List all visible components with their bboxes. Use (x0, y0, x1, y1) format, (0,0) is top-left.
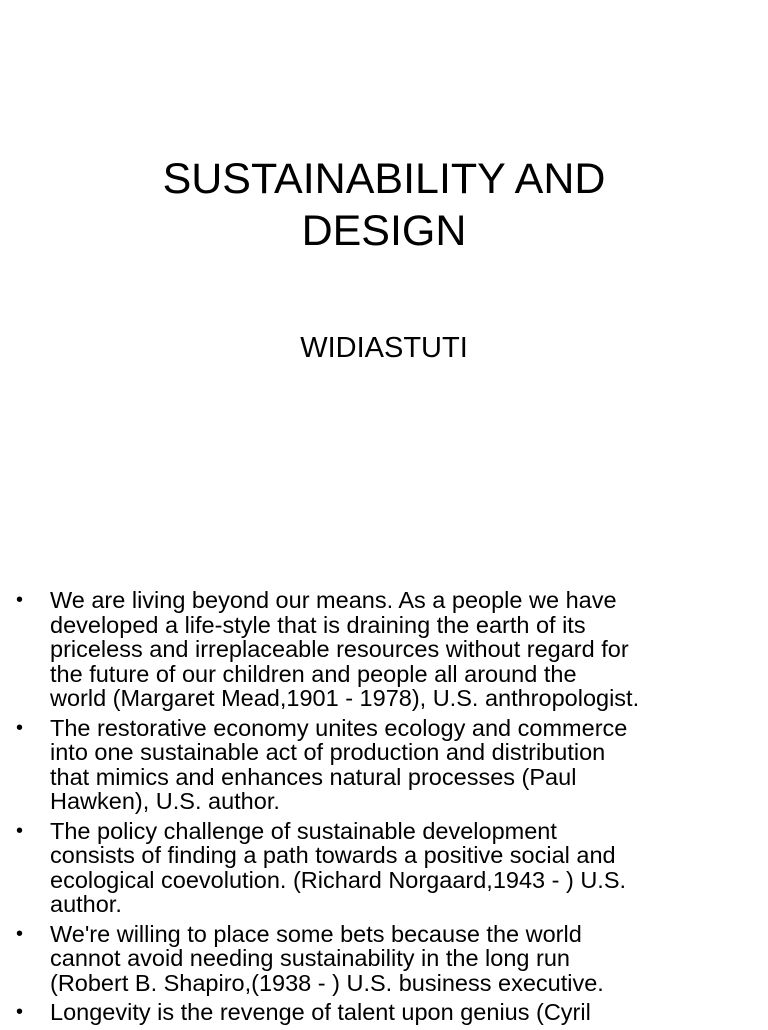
bullet-icon: • (16, 922, 24, 945)
quote-bullet-item (0, 922, 768, 996)
bullet-text-line: priceless and irreplaceable resources without regard for (50, 636, 629, 662)
bullet-text-line: Longevity is the revenge of talent upon genius (Cyril (50, 999, 591, 1025)
bullet-text-line: ecological coevolution. (Richard Norgaard,1943 - ) U.S. (50, 866, 627, 893)
bullet-text-line: (Robert B. Shapiro,(1938 - ) U.S. business executive. (50, 969, 604, 996)
quote-bullet-item (0, 819, 768, 917)
bullet-text-line: The restorative economy unites ecology and commerce (50, 714, 628, 741)
quote-bullet-item (0, 1000, 768, 1025)
bullet-text-line: developed a life-style that is draining the earth of its (50, 611, 586, 638)
bullet-text-line: cannot avoid needing sustainability in the long run (50, 945, 570, 971)
bullet-icon: • (16, 716, 24, 739)
bullet-text-line: into one sustainable act of production and distribution (50, 739, 606, 765)
quote-bullet-item (0, 716, 768, 814)
bullet-text-line: author. (50, 891, 122, 917)
bullet-text-line: that mimics and enhances natural processes (Paul (50, 763, 577, 790)
slide-title (0, 153, 768, 257)
bullet-icon: • (16, 819, 24, 842)
bullet-text-line: The policy challenge of sustainable development (50, 817, 557, 844)
bullet-icon: • (16, 1001, 24, 1023)
slide-subtitle-author: WIDIASTUTI (300, 332, 468, 364)
slide-title-line-1: SUSTAINABILITY AND (162, 155, 606, 203)
bullet-text-line: consists of finding a path towards a positive social and (50, 842, 616, 868)
slide-title-line-2: DESIGN (301, 207, 467, 255)
bullet-text-line: We're willing to place some bets because the world (50, 920, 582, 947)
bullet-text-line: the future of our children and people all around the (50, 660, 577, 687)
bullet-icon: • (16, 589, 24, 611)
bullet-text-line: world (Margaret Mead,1901 - 1978), U.S. anthropologist. (50, 685, 640, 711)
quote-bullet-item (0, 588, 768, 711)
quote-bullet-list (0, 588, 768, 1030)
bullet-text-line: We are living beyond our means. As a people we have (50, 587, 617, 613)
bullet-text-line: Hawken), U.S. author. (50, 788, 280, 814)
